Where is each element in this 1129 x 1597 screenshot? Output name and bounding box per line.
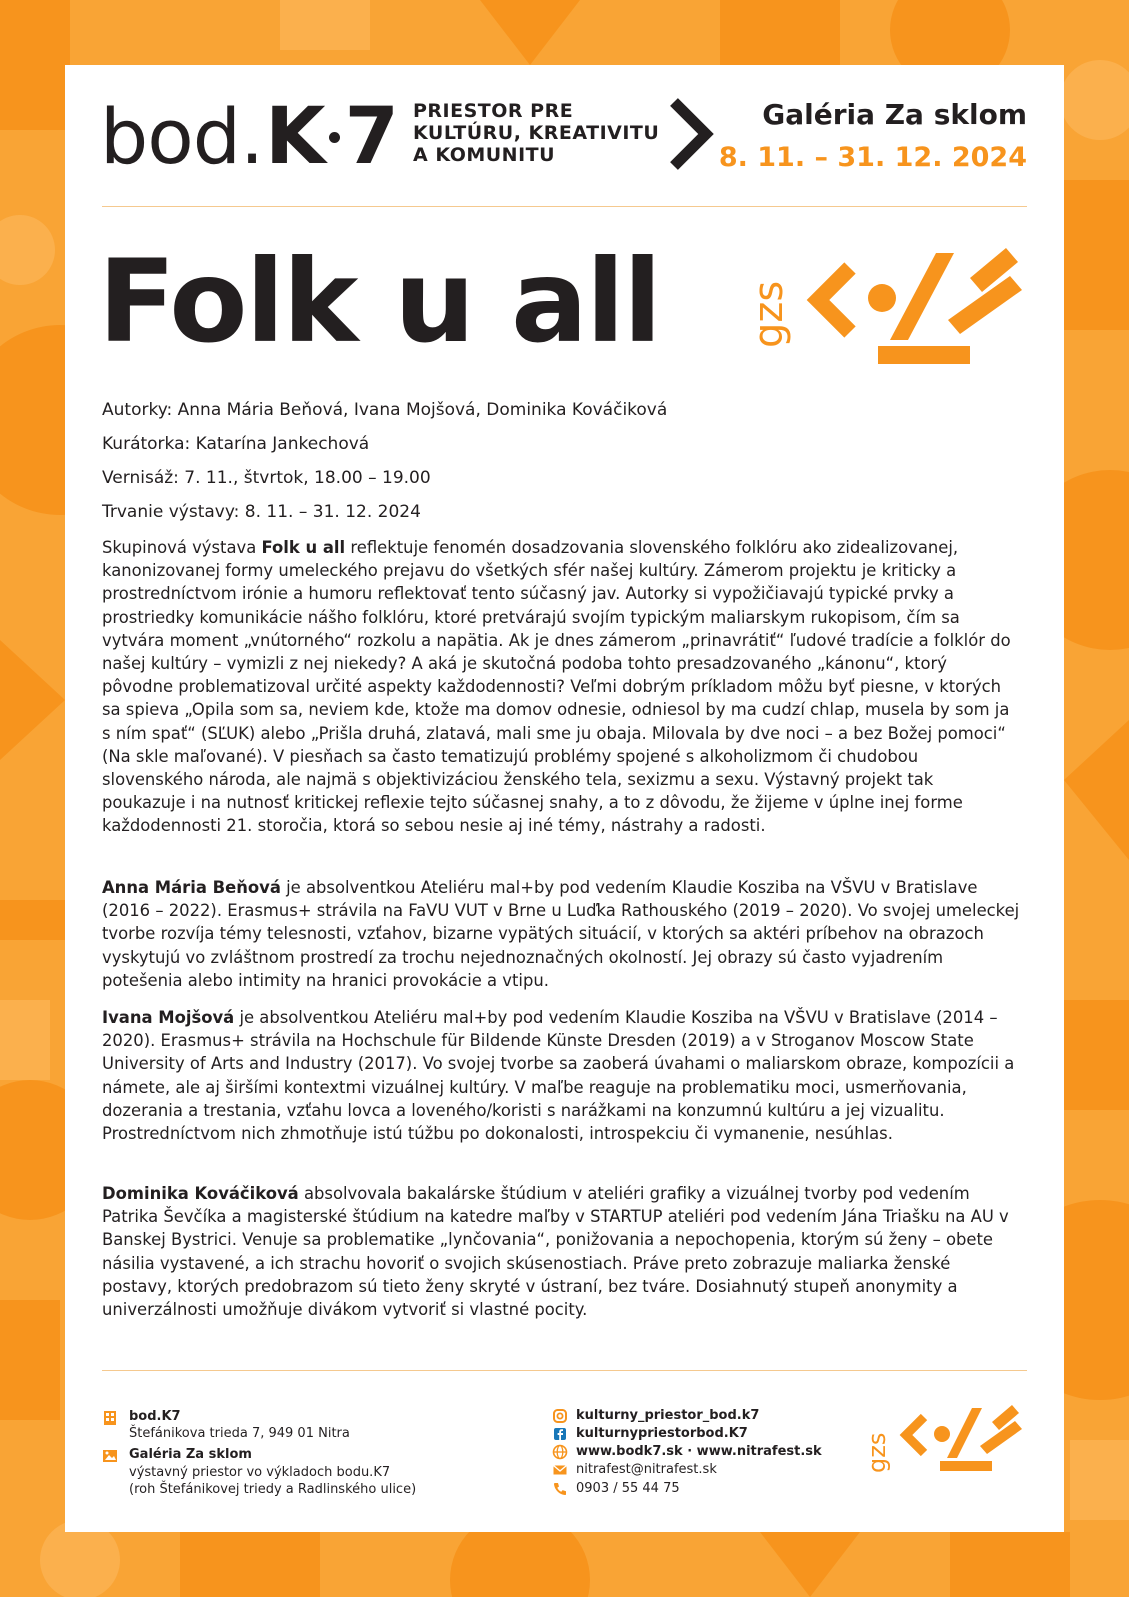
email-link[interactable]: nitrafest@nitrafest.sk xyxy=(576,1462,717,1477)
facebook-icon xyxy=(552,1426,568,1442)
bod-k7-logo xyxy=(100,92,399,182)
tagline-line: A KOMUNITU xyxy=(413,144,556,166)
gzs-logo-text: gzs xyxy=(746,280,792,348)
instagram-icon xyxy=(552,1408,568,1424)
intro-text: reflektuje fenomén dosadzovania slovenského folklóru ako zidealizovanej, kanonizovanej formy umeleckého prejavu do všetkých sfér našej kultúry. Zámerom projektu je kriticky a prostredníctvom irónie a humoru reflektovať tento súčasný jav. Autorky si vypožičiavajú typické prvky a prostriedky komunikácie nášho folklóru, ktoré pretvárajú svojím typickým maliarskym rukopisom, čím sa vytvára moment „vnútorného“ rozkolu a napätia. Ak je dnes zámerom „prinavrátiť“ ľudové tradície a folklór do našej kultúry – vymizli z nej niekedy? A aká je skutočná podoba tohto presadzovaného „kánonu“, ktorý pôvodne problematizoval určité aspekty každodennosti? Veľmi dobrým príkladom môžu byť piesne, v ktorých sa spieva „Opila som sa, neviem kde, ktože ma domov odnesie, odniesol by ma cudzí chlap, musela by som ja s ním spať“ (SĽUK) alebo „Prišla druhá, zlatavá, mali sme ju obaja. Milovala by dve noci – a bez Božej pomoci“ (Na skle maľované). V piesňach sa často tematizujú problémy spojené s alkoholizmom či chudobou slovenského národa, ale najmä s objektivizáciou ženského tela, sexizmu a sexu. Výstavný projekt tak poukazuje i na nutnosť kritickej reflexie tejto súčasnej snahy, a to z dôvodu, že žijeme v úplne inej forme každodennosti 21. storočia, ktorá so sebou nesie aj iné témy, nástrahy a radosti. xyxy=(102,538,1011,836)
curator-line: Kurátorka: Katarína Jankechová xyxy=(102,434,370,454)
phone-icon xyxy=(552,1481,568,1497)
tagline xyxy=(413,100,659,166)
logo-dot xyxy=(329,132,340,143)
bio-name: Dominika Kováčiková xyxy=(102,1184,299,1203)
facebook-link[interactable]: kulturnypriestorbod.K7 xyxy=(576,1426,748,1441)
footer-divider xyxy=(102,1370,1027,1371)
tagline-line: PRIESTOR PRE xyxy=(413,100,574,122)
logo-word: bod. xyxy=(100,92,264,181)
venue-title: Galéria Za sklom xyxy=(762,98,1027,131)
chevron-right-icon xyxy=(668,98,712,170)
image-icon xyxy=(102,1448,118,1464)
instagram-link[interactable]: kulturny_priestor_bod.k7 xyxy=(576,1408,760,1423)
exhibition-title: Folk u all xyxy=(98,235,661,368)
footer-place2-name: Galéria Za sklom xyxy=(129,1447,252,1462)
building-icon xyxy=(102,1410,118,1426)
footer-place2-desc: výstavný priestor vo výkladoch bodu.K7 xyxy=(129,1465,391,1480)
footer-place1-address: Štefánikova trieda 7, 949 01 Nitra xyxy=(129,1426,350,1441)
opening-line: Vernisáž: 7. 11., štvrtok, 18.00 – 19.00 xyxy=(102,468,431,488)
exhibition-dates: 8. 11. – 31. 12. 2024 xyxy=(718,142,1027,173)
bio-name: Anna Mária Beňová xyxy=(102,878,281,897)
bio-paragraph xyxy=(102,876,1022,992)
divider xyxy=(102,206,1027,207)
authors-line: Autorky: Anna Mária Beňová, Ivana Mojšová, Dominika Kováčiková xyxy=(102,400,668,420)
mail-icon xyxy=(552,1462,568,1478)
bio-paragraph xyxy=(102,1182,1022,1321)
gzs-logo-small xyxy=(863,1405,1031,1485)
duration-line: Trvanie výstavy: 8. 11. – 31. 12. 2024 xyxy=(102,502,421,522)
gzs-logo xyxy=(748,248,1028,388)
logo-7: 7 xyxy=(344,92,399,182)
gzs-logo-small-text: gzs xyxy=(863,1432,891,1473)
intro-bold-title: Folk u all xyxy=(261,538,346,557)
footer-place2-desc: (roh Štefánikovej triedy a Radlinského ulice) xyxy=(129,1482,417,1497)
intro-paragraph xyxy=(102,536,1022,838)
bio-text: je absolventkou Ateliéru mal+by pod vedením Klaudie Kosziba na VŠVU v Bratislave (2014 – 2020). Erasmus+ strávila na Hochschule für Bildende Künste Dresden (2019) a v Stroganov Moscow State University of Arts and Industry (2017). Vo svojej tvorbe sa zaoberá úvahami o maliarskom obraze, kompozícii a námete, ale aj širšími kontextmi vizuálnej kultúry. V maľbe reaguje na problematiku moci, usmerňovania, dozerania a trestania, vzťahu lovca a loveného/koristi s narážkami na konzumnú kultúru a jej vizualitu. Prostredníctvom nich zhmotňuje istú túžbu po dokonalosti, introspekciu či vymanenie, nesúhlas. xyxy=(102,1008,1015,1144)
phone-number: 0903 / 55 44 75 xyxy=(576,1481,680,1496)
logo-k: K xyxy=(265,92,326,182)
bio-paragraph xyxy=(102,1006,1022,1145)
bio-name: Ivana Mojšová xyxy=(102,1008,235,1027)
bio-text: absolvovala bakalárske štúdium v ateliéri grafiky a vizuálnej tvorby pod vedením Patrika Ševčíka a magisterské štúdium na katedre maľby v STARTUP ateliéri pod vedením Jána Triašku na AU v Banskej Bystrici. Venuje sa problematike „lynčovania“, ponižovania a nepochopenia, ktorým sú ženy – obete násilia vystavené, a ich strachu hovoriť o svojich skúsenostiach. Práve preto zobrazuje maliarka ženské postavy, ktorých predobrazom sú tieto ženy skryté v ústraní, bez tváre. Dosiahnutý stupeň anonymity a univerzálnosti umožňuje divákom vytvoriť si vlastné pocity. xyxy=(102,1184,1009,1320)
tagline-line: KULTÚRU, KREATIVITU xyxy=(413,122,660,144)
intro-pre: Skupinová výstava xyxy=(102,538,262,557)
footer-place1-name: bod.K7 xyxy=(129,1409,181,1424)
website-links[interactable]: www.bodk7.sk · www.nitrafest.sk xyxy=(576,1444,822,1459)
globe-icon xyxy=(552,1444,568,1460)
bio-text: je absolventkou Ateliéru mal+by pod vedením Klaudie Kosziba na VŠVU v Bratislave (2016 – 2022). Erasmus+ strávila na FaVU VUT v Brne u Luďka Rathouského (2019 – 2020). Vo svojej umeleckej tvorbe rozvíja témy telesnosti, vzťahov, bizarne vypätých situácií, v ktorých sa aktéri príbehov na obrazoch vyskytujú vo zvláštnom prostredí za trochu nejednoznačných okolností. Jej obrazy sú často vyjadrením potešenia alebo intimity na hranici provokácie a vtipu. xyxy=(102,878,1020,990)
